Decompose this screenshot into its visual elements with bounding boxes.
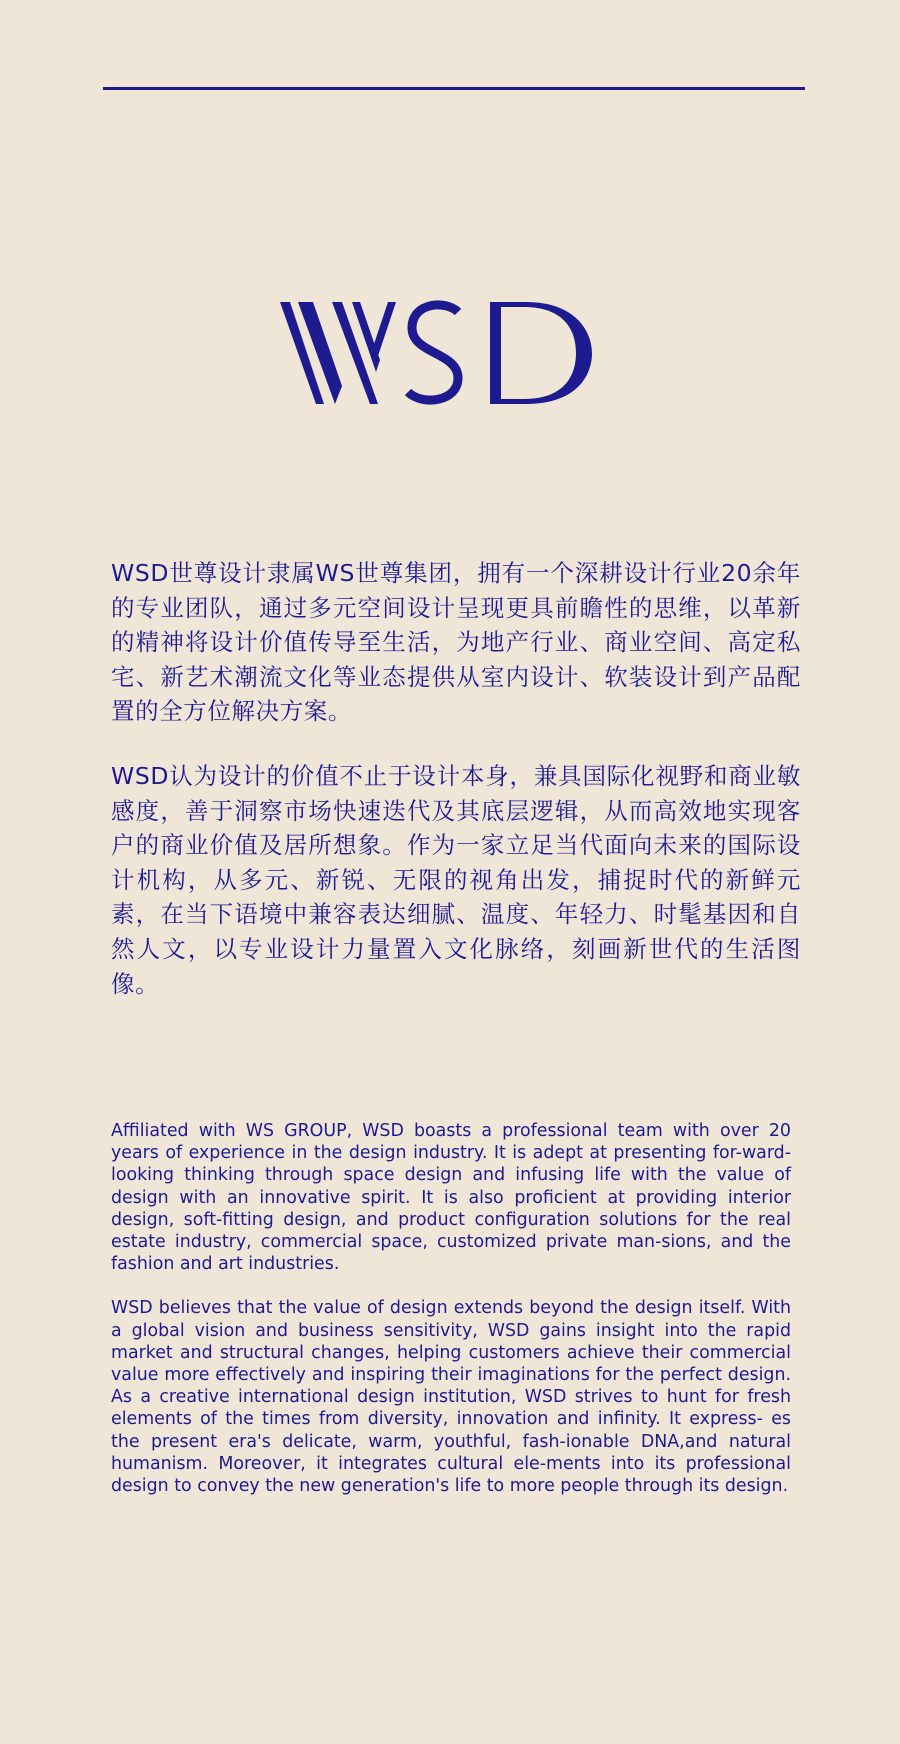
english-paragraph-1: Affiliated with WS GROUP, WSD boasts a professional team with over 20 years of experience in the design industry. It is adept at presenting for-ward-looking thinking through space design and infusing life with the value of design with an innovative spirit. It is also proficient at providing interior design, soft-fitting design, and product configuration solutions for the real estate industry, commercial space, customized private man-sions, and the fashion and art industries. bbox=[111, 1121, 791, 1275]
chinese-paragraph-2: WSD认为设计的价值不止于设计本身，兼具国际化视野和商业敏感度，善于洞察市场快速迭代及其底层逻辑，从而高效地实现客户的商业价值及居所想象。作为一家立足当代面向未来的国际设计机构，从多元、新锐、无限的视角出发，捕捉时代的新鲜元素，在当下语境中兼容表达细腻、温度、年轻力、时髦基因和自然人文，以专业设计力量置入文化脉络，刻画新世代的生活图像。 bbox=[111, 761, 801, 998]
english-intro bbox=[111, 1120, 791, 1519]
chinese-intro bbox=[111, 556, 801, 1031]
wsd-logo-mark bbox=[280, 298, 620, 408]
chinese-paragraph-1: WSD世尊设计隶属WS世尊集团，拥有一个深耕设计行业20余年的专业团队，通过多元空间设计呈现更具前瞻性的思维，以革新的精神将设计价值传导至生活，为地产行业、商业空间、高定私宅、新艺术潮流文化等业态提供从室内设计、软装设计到产品配置的全方位解决方案。 bbox=[111, 559, 801, 726]
wsd-logo bbox=[0, 298, 900, 438]
english-paragraph-2: WSD believes that the value of design extends beyond the design itself. With a global vision and business sensitivity, WSD gains insight into the rapid market and structural changes, helping customers achieve their commercial value more effectively and inspiring their imaginations for the perfect design. As a creative international design institution, WSD strives to hunt for fresh elements of the times from diversity, innovation and infinity. It express- es the present era's delicate, warm, youthful, fash-ionable DNA,and natural humanism. Moreover, it integrates cultural ele-ments into its professional design to convey the new generation's life to more people through its design. bbox=[111, 1298, 791, 1497]
top-divider bbox=[103, 87, 805, 90]
